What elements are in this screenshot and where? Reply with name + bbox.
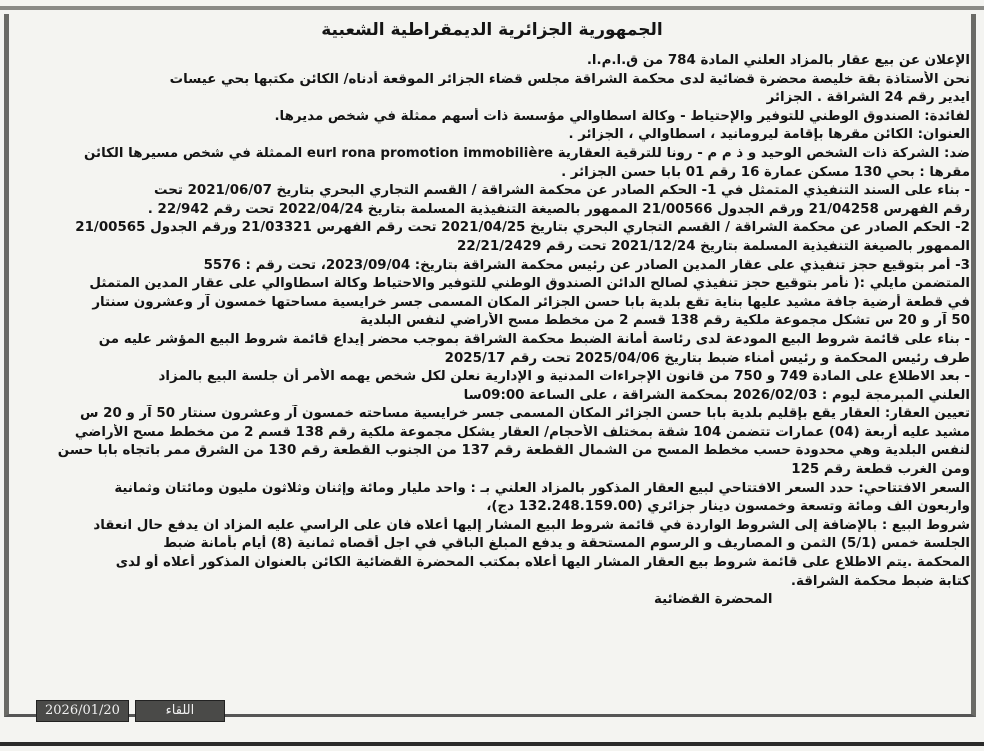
notice-line: كتابة ضبط محكمة الشراقة. bbox=[790, 573, 970, 589]
notice-line: طرف رئيس المحكمة و رئيس أمناء ضبط بتاريخ 2025/04/06 تحت رقم 2025/17 bbox=[444, 350, 970, 366]
notice-line: في قطعة أرضية جافة مشيد عليها بناية تقع بلدية بابا حسن الجزائر المكان المسمى جسر خرايسية مساحتها خمسون آر وعشرون سنتار bbox=[92, 294, 970, 310]
notice-line: المتضمن مايلي :( نأمر بتوقيع حجز تنفيذي لصالح الدائن الصندوق الوطني للتوفير والاحتياط وكالة اسطاوالي على عقار المدين المتمثل bbox=[89, 276, 970, 292]
notice-line: - بناء على السند التنفيذي المتمثل في 1- الحكم الصادر عن محكمة الشراقة / القسم التجاري البحري بتاريخ 2021/06/07 تحت bbox=[154, 183, 970, 199]
notice-line: العلني المبرمجة ليوم : 2026/02/03 بمحكمة الشراقة ، على الساعة 09:00سا bbox=[463, 387, 970, 403]
auction-notice bbox=[14, 18, 970, 610]
page-title: الجمهورية الجزائرية الديمقراطية الشعبية bbox=[321, 20, 663, 40]
newspaper-name: اللقاء bbox=[135, 700, 225, 722]
notice-line: السعر الافتتاحي: حدد السعر الافتتاحي لبيع العقار المذكور بالمزاد العلني بـ : واحد مليار ومائة وإثنان وثلاثون مليون ومائتان وثمانية bbox=[114, 480, 970, 496]
notice-line: ايدير رقم 24 الشراقة . الجزائر bbox=[766, 90, 970, 106]
notice-line: شروط البيع : بالإضافة إلى الشروط الواردة في قائمة شروط البيع المشار إليها أعلاه فان على الراسي عليه المزاد ان يدفع حال انعقاد bbox=[93, 517, 970, 533]
notice-line: مشيد عليه أربعة (04) عمارات تتضمن 104 شقة بمختلف الأحجام/ العقار يشكل مجموعة ملكية رقم 138 قسم 2 من مخطط مسح الأراضي bbox=[74, 424, 970, 440]
notice-line: العنوان: الكائن مقرها بإقامة ليرومانيد ، اسطاوالي ، الجزائر . bbox=[568, 127, 970, 143]
notice-line: 3- أمر بتوقيع حجز تنفيذي على عقار المدين الصادر عن رئيس محكمة الشراقة بتاريخ: 2023/09/04، تحت رقم : 5576 bbox=[203, 257, 970, 273]
notice-line: الممهور بالصيغة التنفيذية المسلمة بتاريخ 2021/12/24 تحت رقم 22/21/2429 bbox=[457, 238, 970, 254]
notice-line: - بعد الاطلاع على المادة 749 و 750 من قانون الإجراءات المدنية و الإدارية نعلن لكل شخص يهمه الأمر أن جلسة البيع بالمزاد bbox=[158, 369, 970, 385]
notice-line: المحكمة .يتم الاطلاع على قائمة شروط بيع العقار المشار اليها أعلاه بمكتب المحضرة القضائية الكائن بالعنوان المذكور أعلاه أو لدى bbox=[115, 555, 970, 571]
notice-line: لفائدة: الصندوق الوطني للتوفير والإحتياط - وكالة اسطاوالي مؤسسة ذات أسهم ممثلة في شخص مديرها. bbox=[274, 108, 970, 124]
publication-footer bbox=[36, 700, 225, 722]
notice-line: 50 آر و 20 س تشكل مجموعة ملكية رقم 138 قسم 2 من مخطط مسح الأراضي لنفس البلدية bbox=[360, 313, 970, 329]
notice-line: لنفس البلدية وهي محدودة حسب مخطط المسح من الشمال القطعة رقم 137 من الجنوب القطعة رقم 130 من الشرق ممر باتجاه بابا حسن bbox=[57, 443, 970, 459]
publication-date: 2026/01/20 bbox=[36, 700, 129, 722]
notice-body bbox=[14, 52, 970, 591]
top-border-rule bbox=[0, 6, 984, 10]
notice-line: الإعلان عن بيع عقار بالمزاد العلني المادة 784 من ق.ا.م.ا. bbox=[586, 53, 970, 68]
notice-line: مقرها : بحي 130 مسكن عمارة 16 رقم 01 بابا حسن الجزائر . bbox=[561, 164, 970, 180]
notice-line: الجلسة خمس (5/1) الثمن و المصاريف و الرسوم المستحقة و يدفع المبلغ الباقي في اجل أقصاه ثمانية (8) أيام بأمانة ضبط bbox=[163, 536, 970, 552]
signature: المحضرة القضائية bbox=[654, 592, 773, 608]
notice-line: نحن الأستاذة بقة خليصة محضرة قضائية لدى محكمة الشراقة مجلس قضاء الجزائر الموقعة أدناه/ الكائن مكتبها بحي عيسات bbox=[169, 71, 970, 87]
notice-line: ومن الغرب قطعة رقم 125 bbox=[791, 462, 970, 478]
notice-line: تعيين العقار: العقار يقع بإقليم بلدية بابا حسن الجزائر المكان المسمى جسر خرايسية مساحته خمسون آر وعشرون سنتار 50 آر و 20 س bbox=[80, 406, 970, 422]
notice-line: واربعون الف ومائة وتسعة وخمسون دينار جزائري (132.248.159.00 دج)، bbox=[486, 499, 970, 515]
notice-line: ضد: الشركة ذات الشخص الوحيد و ذ م م - رونا للترقية العقارية eurl rona promotion immobilière الممثلة في شخص مسيرها الكائن bbox=[84, 145, 970, 161]
notice-line: 2- الحكم الصادر عن محكمة الشراقة / القسم التجاري البحري بتاريخ 2021/04/25 تحت رقم الفهرس 21/03321 ورقم الجدول 21/00565 bbox=[75, 220, 970, 236]
bottom-border-rule bbox=[0, 742, 984, 746]
notice-line: - بناء على قائمة شروط البيع المودعة لدى رئاسة أمانة الضبط محكمة الشراقة بموجب محضر إيداع قائمة شروط البيع المؤشر عليه من bbox=[98, 331, 970, 347]
notice-line: رقم الفهرس 21/04258 ورقم الجدول 21/00566 الممهور بالصيغة التنفيذية المسلمة بتاريخ 2022/04/24 تحت رقم 22/942 . bbox=[147, 201, 970, 217]
